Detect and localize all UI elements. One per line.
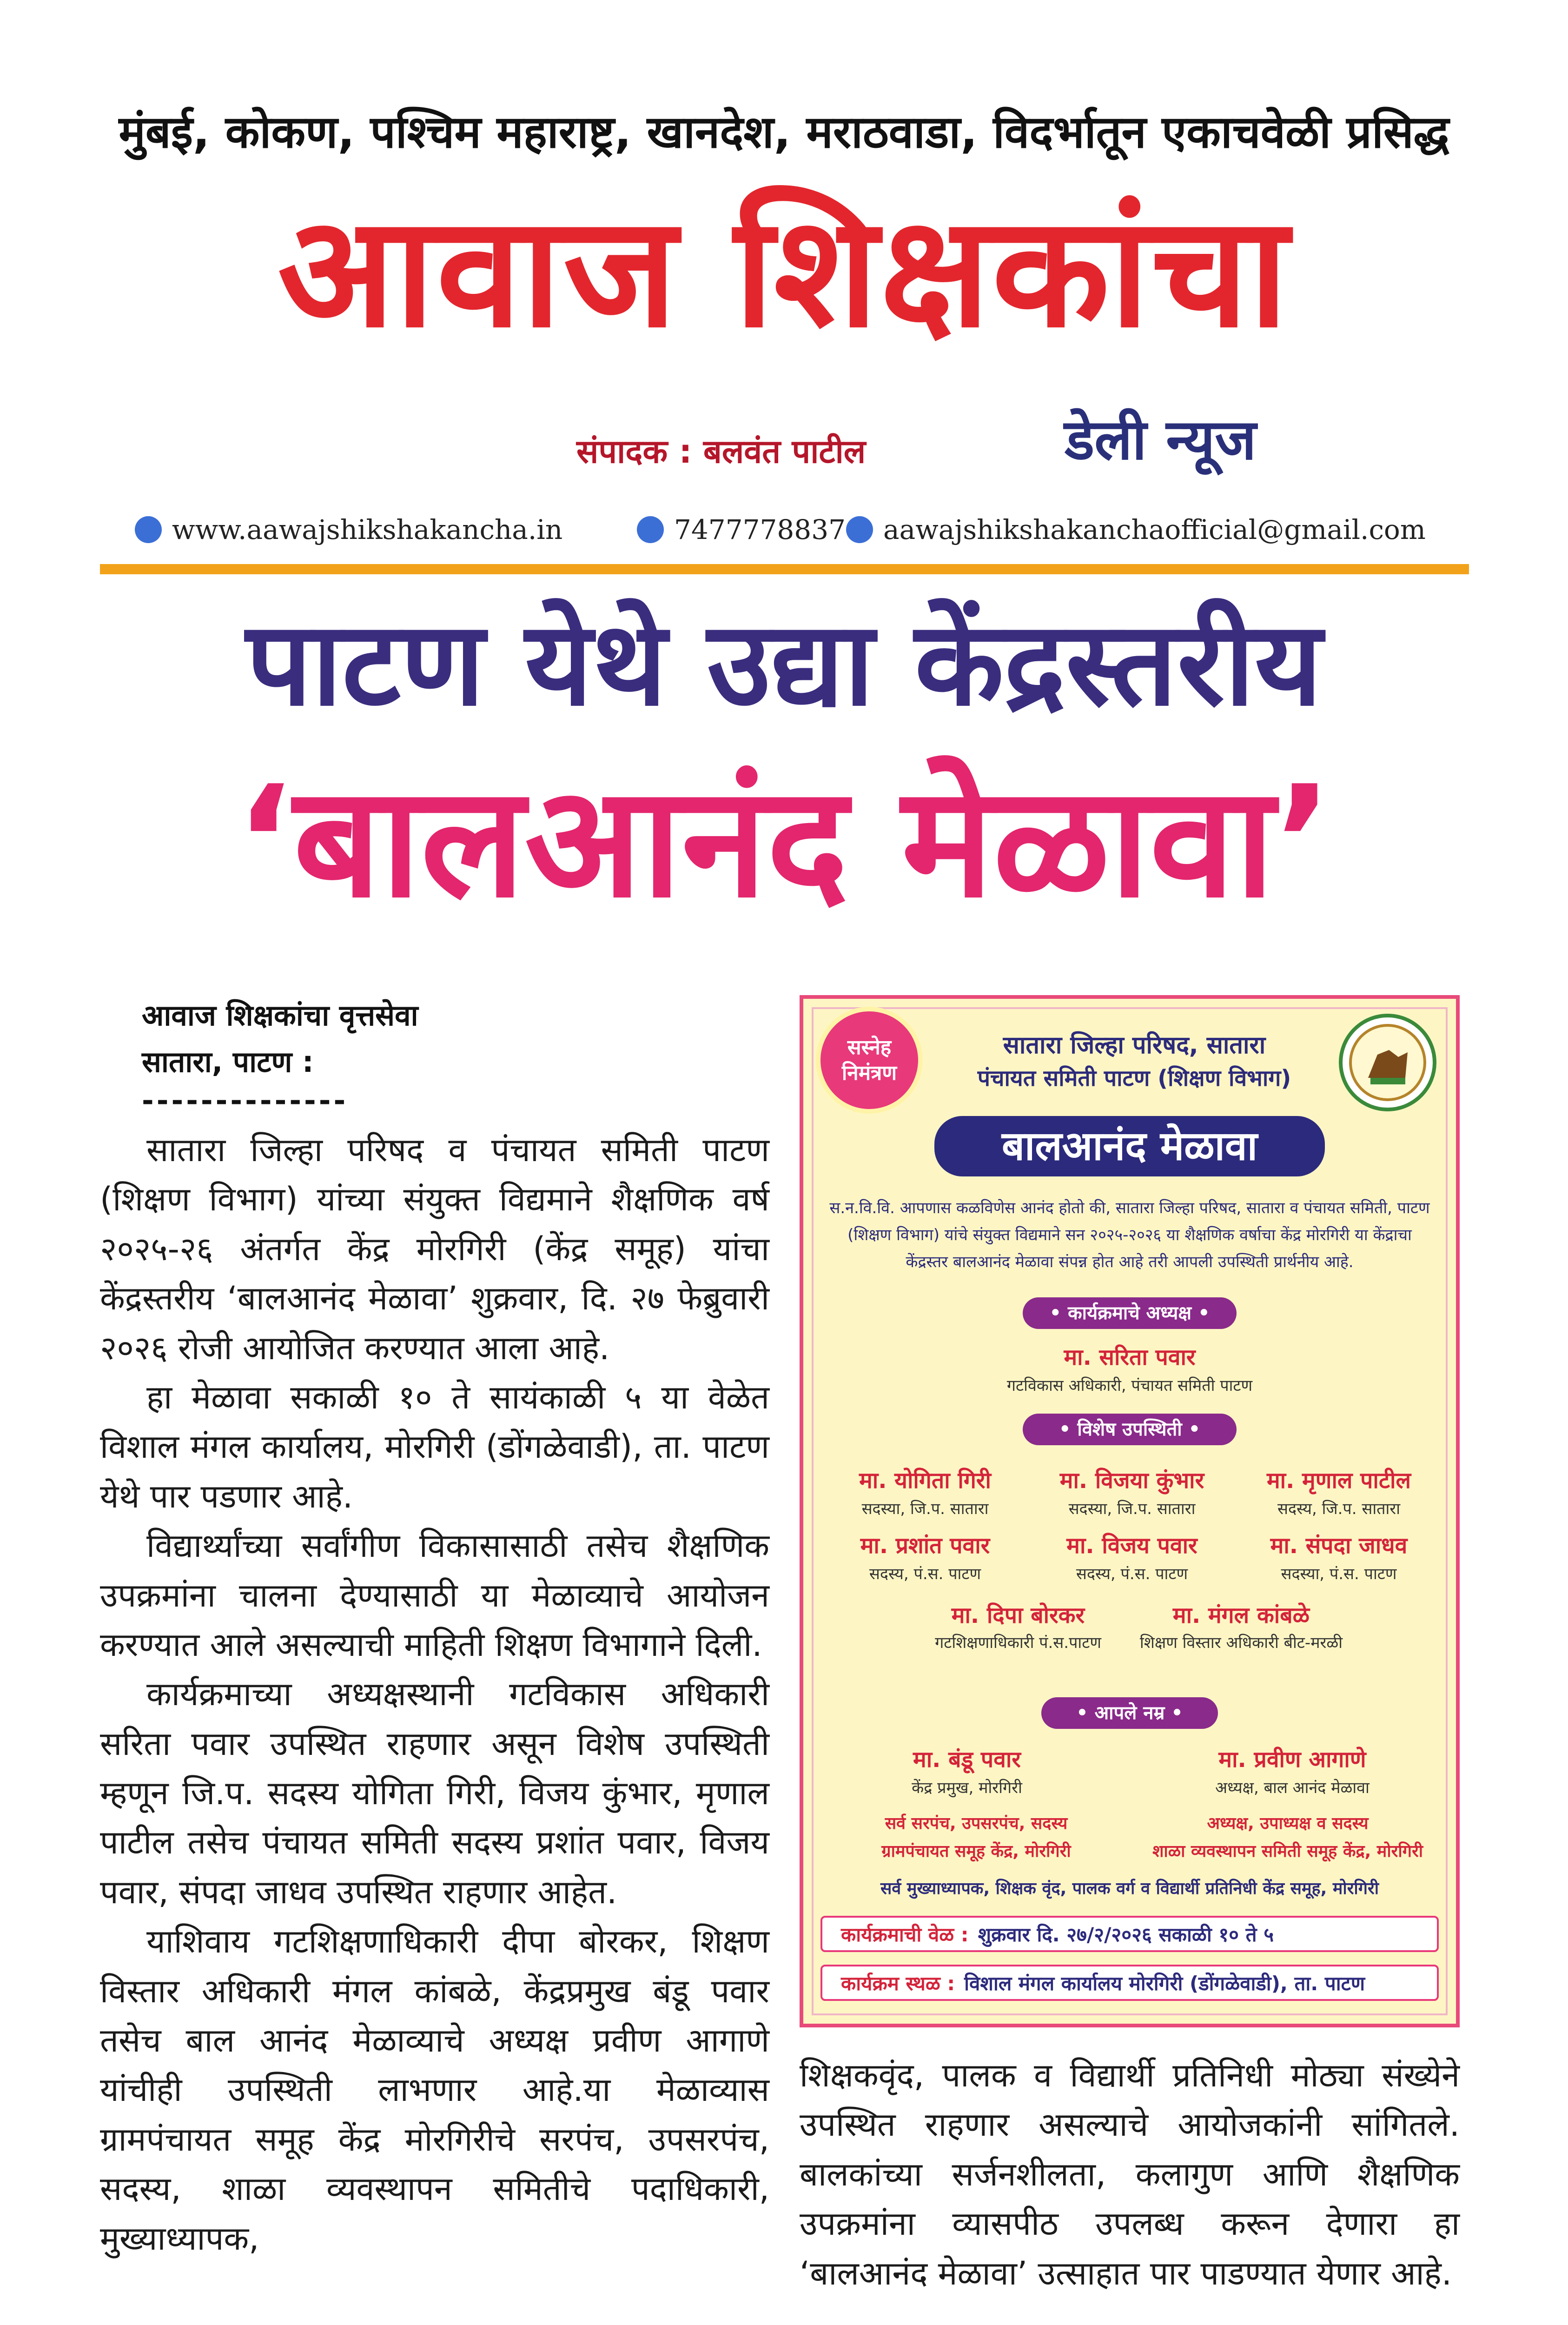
email-contact[interactable] (846, 514, 1426, 545)
headline-line-2: ‘बालआनंद मेळावा’ (235, 753, 1333, 931)
host-role: अध्यक्ष, बाल आनंद मेळावा (1215, 1779, 1370, 1797)
guest-name: मा. प्रशांत पवार (860, 1533, 990, 1559)
invitation-seal: सस्नेह निमंत्रण (816, 1007, 923, 1114)
phone-contact[interactable] (637, 514, 846, 545)
guest-role: सदस्य, पं.स. पाटण (869, 1565, 981, 1583)
invitation-org-2: पंचायत समिती पाटण (शिक्षण विभाग) (977, 1065, 1291, 1091)
chair-role: गटविकास अधिकारी, पंचायत समिती पाटण (1006, 1376, 1253, 1395)
dateline-divider: -------------- (142, 1083, 349, 1117)
guest-name: मा. मंगल कांबळे (1172, 1602, 1310, 1628)
editor-credit: संपादक : बलवंत पाटील (576, 432, 866, 471)
invitation-event-title: बालआनंद मेळावा (934, 1116, 1325, 1176)
edition-label: डेली न्यूज (1065, 408, 1257, 472)
email-icon (846, 516, 873, 543)
host-name: मा. बंडू पवार (913, 1747, 1021, 1773)
masthead-divider (100, 564, 1469, 574)
guest-name: मा. योगिता गिरी (859, 1468, 991, 1494)
invitation-intro: स.न.वि.वि. आपणास कळविणेस आनंद होतो की, सातारा जिल्हा परिषद, सातारा व पंचायत समिती, पाटण (शिक्षण विभाग) यांचे संयुक्त विद्यमाने सन २०२५-२०२६ या शैक्षणिक वर्षाचा केंद्र मोरगिरी या केंद्राचा केंद्रस्तर बालआनंद मेळावा संपन्न होत आहे तरी आपली उपस्थिती प्रार्थनीय आहे. (829, 1199, 1430, 1271)
article-paragraph: कार्यक्रमाच्या अध्यक्षस्थानी गटविकास अधिकारी सरिता पवार उपस्थित राहणार असून विशेष उपस्थिती म्हणून जि.प. सदस्य योगिता गिरी, विजय कुंभार, मृणाल पाटील तसेच पंचायत समिती सदस्य प्रशांत पवार, विजय पवार, संपदा जाधव उपस्थित राहणार आहेत. (100, 1675, 769, 1911)
article-paragraph: हा मेळावा सकाळी १० ते सायंकाळी ५ या वेळेत विशाल मंगल कार्यालय, मोरगिरी (डोंगळेवाडी), ता. पाटण येथे पार पडणार आहे. (100, 1378, 769, 1515)
event-venue-value: विशाल मंगल कार्यालय मोरगिरी (डोंगळेवाडी), ता. पाटण (964, 1972, 1365, 1995)
article-column-right (800, 2051, 1460, 2298)
group-right-line-2: शाळा व्यवस्थापन समिती समूह केंद्र, मोरगिरी (1152, 1842, 1423, 1861)
phone-icon (637, 516, 664, 543)
article-paragraph: शिक्षकवृंद, पालक व विद्यार्थी प्रतिनिधी मोठ्या संख्येने उपस्थित राहणार असल्याचे आयोजकांनी सांगितले. बालकांच्या सर्जनशीलता, कलागुण आणि शैक्षणिक उपक्रमांना व्यासपीठ उपलब्ध करून देणारा हा ‘बालआनंद मेळावा’ उत्साहात पार पाडण्यात येणार आहे. (800, 2056, 1460, 2292)
masthead-tagline: मुंबई, कोकण, पश्चिम महाराष्ट्र, खानदेश, मराठवाडा, विदर्भातून एकाचवेळी प्रसिद्ध (119, 106, 1449, 158)
article-column-left (100, 1125, 769, 2263)
article-paragraph: विद्यार्थ्यांच्या सर्वांगीण विकासासाठी तसेच शैक्षणिक उपक्रमांना चालना देण्यासाठी या मेळाव्याचे आयोजन करण्यात आले असल्याची माहिती शिक्षण विभागाने दिली. (100, 1527, 769, 1664)
headline-line-1: पाटण येथे उद्या केंद्रस्तरीय (245, 596, 1323, 731)
guest-role: शिक्षण विस्तार अधिकारी बीट-मरळी (1139, 1634, 1343, 1652)
guest-name: मा. संपदा जाधव (1270, 1533, 1408, 1559)
guest-role: सदस्य, जि.प. सातारा (1277, 1500, 1401, 1518)
hosts-heading: • आपले नम्र • (1041, 1697, 1218, 1729)
group-right-line-1: अध्यक्ष, उपाध्यक्ष व सदस्य (1207, 1814, 1369, 1833)
guest-role: सदस्य, पं.स. पाटण (1076, 1565, 1188, 1583)
article-paragraph: याशिवाय गटशिक्षणाधिकारी दीपा बोरकर, शिक्षण विस्तार अधिकारी मंगल कांबळे, केंद्रप्रमुख बंडू पवार तसेच बाल आनंद मेळाव्याचे अध्यक्ष प्रवीण आगाणे यांचीही उपस्थिती लाभणार आहे.या मेळाव्यास ग्रामपंचायत समूह केंद्र मोरगिरीचे सरपंच, उपसरपंच, सदस्य, शाळा व्यवस्थापन समितीचे पदाधिकारी, मुख्याध्यापक, (100, 1922, 769, 2258)
event-venue-bar (820, 1965, 1439, 2001)
event-time-bar (820, 1916, 1439, 1952)
event-time-label: कार्यक्रमाची वेळ : (841, 1923, 969, 1946)
chair-heading: • कार्यक्रमाचे अध्यक्ष • (1023, 1297, 1237, 1329)
phone-number[interactable]: 7477778837 (674, 514, 846, 545)
host-role: केंद्र प्रमुख, मोरगिरी (912, 1779, 1022, 1797)
group-left-line-2: ग्रामपंचायत समूह केंद्र, मोरगिरी (881, 1842, 1071, 1861)
host-name: मा. प्रवीण आगाणे (1218, 1747, 1366, 1773)
guest-role: सदस्या, जि.प. सातारा (1068, 1500, 1196, 1518)
article-paragraph: सातारा जिल्हा परिषद व पंचायत समिती पाटण (शिक्षण विभाग) यांच्या संयुक्त विद्यमाने शैक्षणिक वर्ष २०२५-२६ अंतर्गत केंद्र मोरगिरी (केंद्र समूह) यांचा केंद्रस्तरीय ‘बालआनंद मेळावा’ शुक्रवार, दि. २७ फेब्रुवारी २०२६ रोजी आयोजित करण्यात आला आहे. (100, 1131, 769, 1367)
news-location: सातारा, पाटण : (142, 1045, 314, 1079)
guest-role: सदस्या, जि.प. सातारा (861, 1500, 989, 1518)
event-venue-label: कार्यक्रम स्थळ : (841, 1972, 955, 1995)
special-guests-heading: • विशेष उपस्थिती • (1023, 1414, 1237, 1445)
guest-name: मा. मृणाल पाटील (1266, 1468, 1411, 1494)
guest-role: गटशिक्षणाधिकारी पं.स.पाटण (935, 1634, 1101, 1652)
chair-name: मा. सरिता पवार (1064, 1344, 1196, 1370)
website-contact[interactable] (135, 514, 562, 545)
globe-icon (135, 516, 162, 543)
website-link[interactable]: www.aawajshikshakancha.in (172, 514, 563, 545)
newspaper-title: आवाज शिक्षकांचा (278, 183, 1290, 361)
news-source: आवाज शिक्षकांचा वृत्तसेवा (142, 998, 418, 1032)
guest-name: मा. विजया कुंभार (1059, 1468, 1204, 1494)
group-left-line-1: सर्व सरपंच, उपसरपंच, सदस्य (885, 1814, 1068, 1833)
emblem-icon (1343, 1017, 1433, 1108)
guest-role: सदस्या, पं.स. पाटण (1281, 1565, 1397, 1583)
email-address[interactable]: aawajshikshakanchaofficial@gmail.com (883, 514, 1426, 545)
invitation-org-1: सातारा जिल्हा परिषद, सातारा (1003, 1031, 1266, 1059)
guest-name: मा. दिपा बोरकर (951, 1602, 1085, 1628)
guest-name: मा. विजय पवार (1066, 1533, 1198, 1559)
zilla-parishad-emblem (1339, 1014, 1436, 1111)
event-time-value: शुक्रवार दि. २७/२/२०२६ सकाळी १० ते ५ (978, 1923, 1274, 1946)
group-all-line: सर्व मुख्याध्यापक, शिक्षक वृंद, पालक वर्ग व विद्यार्थी प्रतिनिधी केंद्र समूह, मोरगिरी (880, 1879, 1379, 1898)
